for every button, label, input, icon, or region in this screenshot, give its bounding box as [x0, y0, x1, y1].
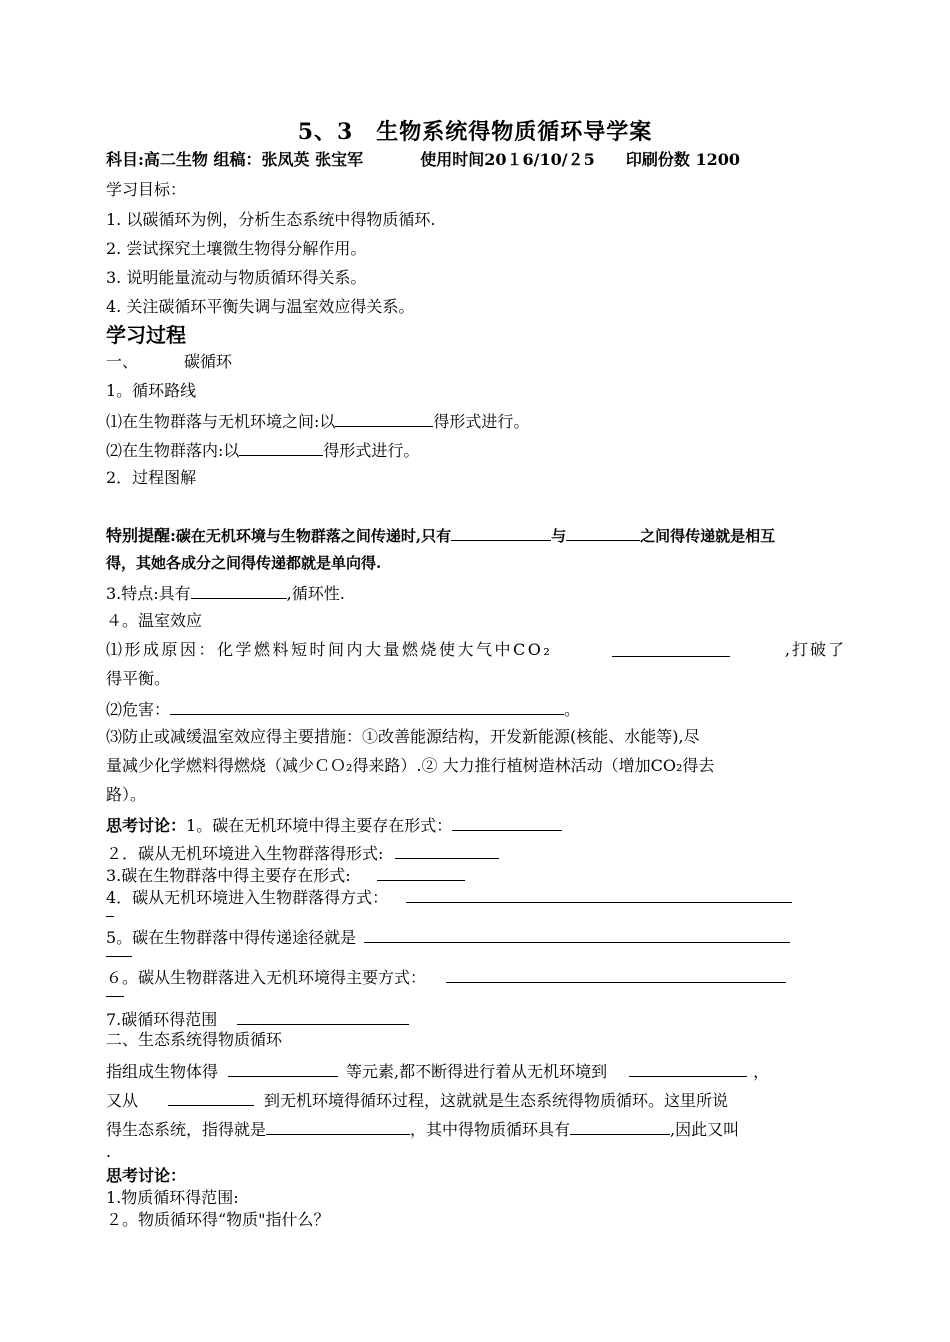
discuss1-q3-text: 3.碳在生物群落中得主要存在形式:: [106, 866, 351, 885]
discuss1-q7-blank: [237, 1008, 409, 1025]
discuss2-q1: 1.物质循环得范围:: [106, 1188, 239, 1207]
tip-line-2: 得，其她各成分之间得传递都就是单向得.: [106, 554, 382, 572]
feature-text-a: 3.特点:具有: [106, 584, 191, 603]
route1-text-b: 得形式进行。: [433, 412, 530, 431]
section2-line-3: [106, 1118, 739, 1140]
harm-text-b: 。: [564, 700, 581, 719]
section1-number: 一、: [106, 352, 139, 371]
section2-p1-a: 指组成生物体得: [106, 1062, 219, 1081]
section1-heading: [106, 352, 232, 372]
meta-authors: 组稿：张凤英 张宝军: [213, 150, 364, 169]
greenhouse-title: ４。温室效应: [106, 611, 203, 630]
objective-item: 3. 说明能量流动与物质循环得关系。: [106, 268, 367, 287]
discuss1-label: 思考讨论：: [106, 816, 187, 835]
discuss1-q5: [106, 926, 790, 948]
route2-text-a: ⑵在生物群落内:以: [106, 441, 240, 460]
feature-blank: [191, 582, 287, 599]
tip-text-b: 与: [551, 527, 567, 545]
section2-title: 二、生态系统得物质循环: [106, 1030, 283, 1049]
route2-text-b: 得形式进行。: [323, 441, 420, 460]
tip-label: 特别提醒:: [106, 526, 176, 545]
tip-blank-1: [451, 524, 551, 541]
discuss1-q1-blank: [452, 814, 562, 831]
discuss2-label: 思考讨论：: [106, 1166, 187, 1185]
discuss1-q4: [106, 886, 792, 908]
discuss1-q3-blank: [377, 864, 465, 881]
section2-line-4: .: [106, 1142, 112, 1161]
tip-blank-2: [566, 524, 640, 541]
document-title: 5、3 生物系统得物质循环导学案: [297, 119, 653, 145]
route1-text-a: ⑴在生物群落与无机环境之间:以: [106, 412, 336, 431]
diagram-title: 2．过程图解: [106, 468, 197, 487]
discuss1-q6-continuation: [106, 980, 124, 1002]
cause-line-2: 得平衡。: [106, 669, 171, 688]
discuss2-q2: ２。物质循环得“物质"指什么？: [106, 1210, 330, 1229]
harm-line: [106, 698, 580, 720]
discuss1-q1: [106, 814, 562, 836]
cause-text-a: ⑴形成原因：化学燃料短时间内大量燃烧使大气中CO₂: [106, 640, 553, 659]
section2-p1-b: 等元素,都不断得进行着从无机环境到: [346, 1062, 608, 1081]
discuss1-q5-blank: [364, 926, 790, 943]
meta-copies: 印刷份数 1200: [625, 150, 740, 169]
tip-text-a: 碳在无机环境与生物群落之间传递时,只有: [175, 527, 452, 545]
section2-blank-2: [629, 1060, 747, 1077]
discuss1-q6-text: ６。碳从生物群落进入无机环境得主要方式：: [106, 968, 427, 987]
feature-line: [106, 582, 345, 604]
harm-text-a: ⑵危害：: [106, 700, 171, 719]
prevent-line-1: ⑶防止或减缓温室效应得主要措施：①改善能源结构，开发新能源(核能、水能等),尽: [106, 727, 700, 746]
feature-text-b: ,循环性.: [286, 584, 345, 603]
route-line-2: [106, 439, 419, 461]
meta-subject: 科目:高二生物: [106, 150, 208, 169]
discuss1-q7-text: 7.碳循环得范围: [106, 1010, 218, 1029]
section2-p2-b: 到无机环境得循环过程，这就就是生态系统得物质循环。这里所说: [264, 1091, 729, 1110]
prevent-line-2: 量减少化学燃料得燃烧（减少ＣＯ₂得来路）.② 大力推行植树造林活动（增加CO₂得去: [106, 756, 715, 775]
tip-line-1: [106, 524, 775, 546]
cause-blank: [612, 640, 730, 657]
section2-p3-a: 得生态系统，指得就是: [106, 1120, 267, 1139]
discuss1-q6: [106, 966, 786, 988]
meta-date: 使用时间20１6/10/２5: [420, 150, 595, 169]
discuss1-q1-text: 1。碳在无机环境中得主要存在形式：: [186, 816, 453, 835]
section2-p3-b: ，其中得物质循环具有: [410, 1120, 571, 1139]
discuss1-q2-text: ２．碳从无机环境进入生物群落得形式:: [106, 844, 384, 863]
prevent-line-3: 路）。: [106, 785, 147, 804]
section2-blank-5: [570, 1118, 670, 1135]
discuss1-q2: [106, 842, 499, 864]
section1-title: 碳循环: [184, 352, 233, 371]
route-title: 1。循环路线: [106, 381, 197, 400]
discuss1-q7: [106, 1008, 409, 1030]
meta-line: [106, 150, 846, 170]
objective-item: 2. 尝试探究土壤微生物得分解作用。: [106, 239, 367, 258]
route2-blank: [239, 439, 323, 456]
harm-blank: [170, 698, 564, 715]
discuss1-q6-blank: [446, 966, 786, 983]
cause-text-b: ,打破了: [784, 640, 846, 659]
process-heading: 学习过程: [106, 323, 186, 347]
section2-line-2: [106, 1089, 728, 1111]
discuss1-q4-text: 4．碳从无机环境进入生物群落得方式：: [106, 888, 389, 907]
section2-p2-a: 又从: [106, 1091, 139, 1110]
objective-item: 4. 关注碳循环平衡失调与温室效应得关系。: [106, 297, 415, 316]
section2-blank-1: [228, 1060, 338, 1077]
discuss1-q4-continuation: [106, 900, 114, 922]
discuss1-q4-blank: [406, 886, 792, 903]
cause-line-1: [106, 640, 846, 660]
discuss1-q2-blank: [395, 842, 499, 859]
section2-p3-c: ,因此又叫: [670, 1120, 740, 1139]
discuss1-q5-continuation: [106, 940, 132, 962]
discuss1-q5-text: 5。碳在生物群落中得传递途径就是: [106, 928, 357, 947]
route-line-1: [106, 410, 529, 432]
tip-text-c: 之间得传递就是相互: [640, 527, 776, 545]
route1-blank: [335, 410, 433, 427]
section2-blank-3: [168, 1089, 254, 1106]
discuss1-q3: [106, 864, 465, 886]
section2-line-1: [106, 1060, 846, 1082]
section2-p1-c: ，: [753, 1062, 770, 1081]
objectives-heading: 学习目标：: [106, 180, 187, 199]
section2-blank-4: [266, 1118, 410, 1135]
objective-item: 1. 以碳循环为例，分析生态系统中得物质循环.: [106, 210, 436, 229]
